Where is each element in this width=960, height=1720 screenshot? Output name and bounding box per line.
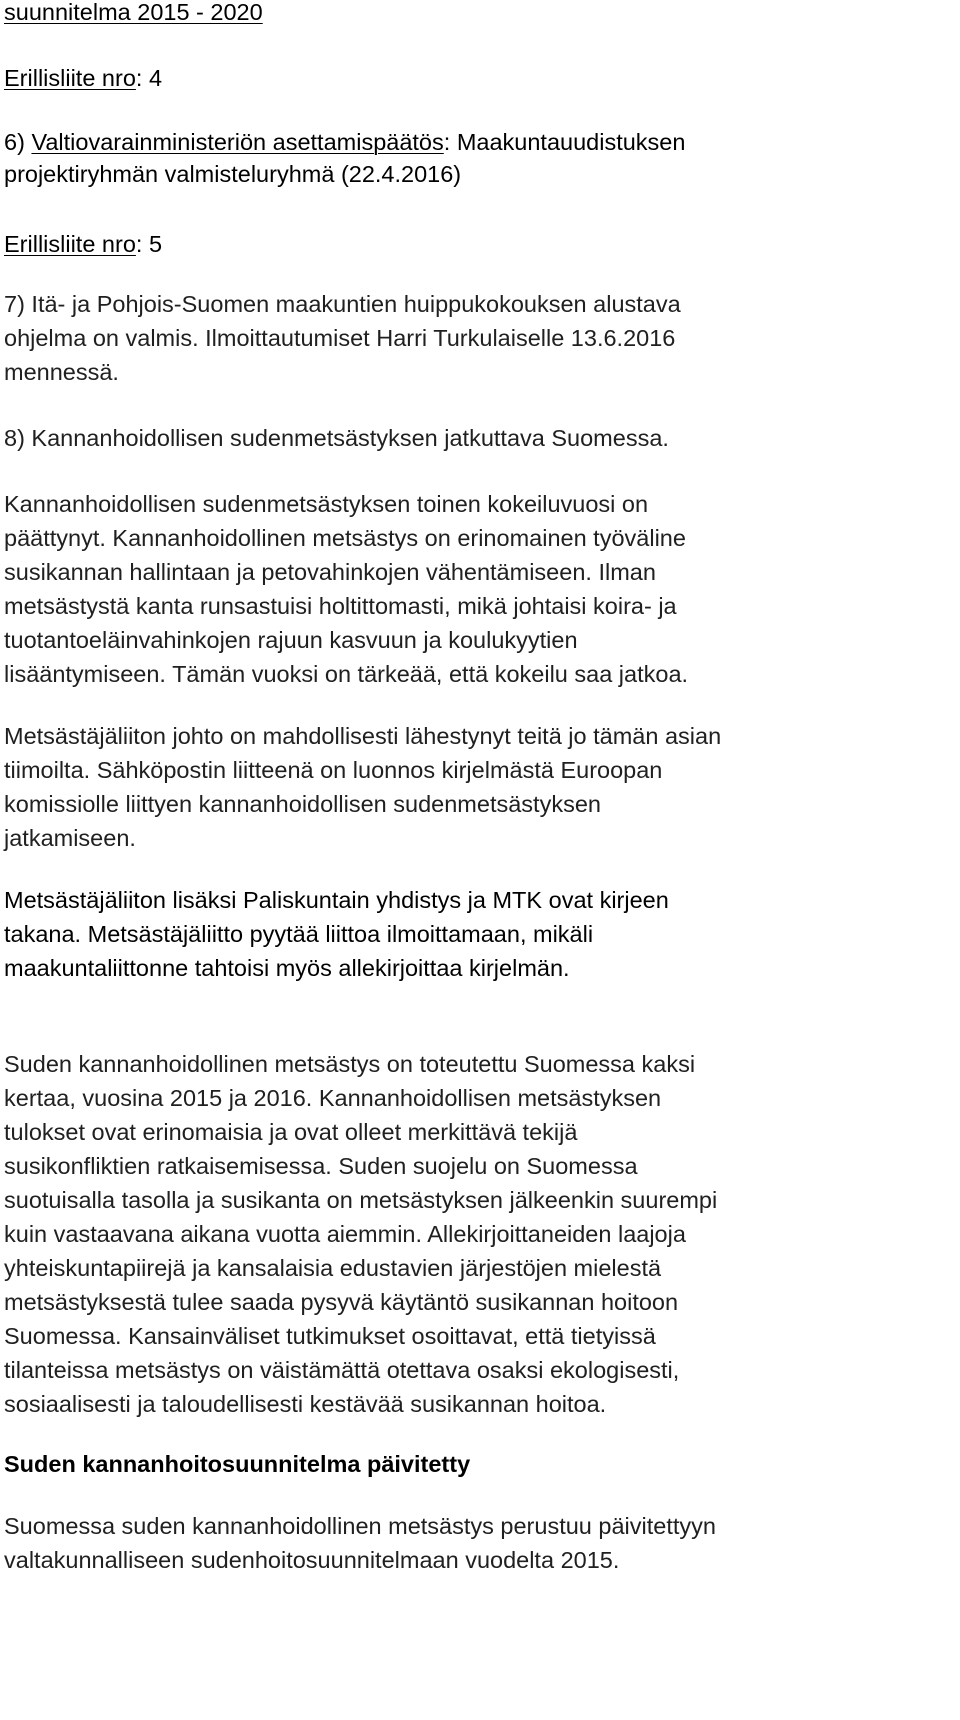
paragraph-line: valtakunnalliseen sudenhoitosuunnitelmaan vuodelta 2015.	[4, 1547, 620, 1573]
item-6-prefix: 6)	[4, 129, 32, 155]
paragraph-line: tiimoilta. Sähköpostin liitteenä on luonnos kirjelmästä Euroopan	[4, 757, 663, 783]
attachment-5-line	[4, 226, 162, 262]
paragraph-line: takana. Metsästäjäliitto pyytää liittoa ilmoittamaan, mikäli	[4, 921, 594, 947]
paragraph-line: komissiolle liittyen kannanhoidollisen sudenmetsästyksen	[4, 791, 601, 817]
paragraph-line: Kannanhoidollisen sudenmetsästyksen toinen kokeiluvuosi on	[4, 491, 649, 517]
paragraph-line: päättynyt. Kannanhoidollinen metsästys on erinomainen työväline	[4, 525, 686, 551]
section-heading: Suden kannanhoitosuunnitelma päivitetty	[4, 1451, 471, 1477]
paragraph-line: metsästystä kanta runsastuisi holtittomasti, mikä johtaisi koira- ja	[4, 593, 677, 619]
attachment-5-link[interactable]: Erillisliite nro	[4, 231, 136, 257]
title-text: suunnitelma 2015 - 2020	[4, 0, 263, 25]
attachment-4-number: : 4	[135, 65, 163, 91]
paragraph-line: maakuntaliittonne tahtoisi myös allekirjoittaa kirjelmän.	[4, 955, 570, 981]
attachment-4-link[interactable]: Erillisliite nro	[4, 65, 136, 91]
paragraph-line: Metsästäjäliiton johto on mahdollisesti lähestynyt teitä jo tämän asian	[4, 723, 722, 749]
paragraph-line: sosiaalisesti ja taloudellisesti kestävää susikannan hoitoa.	[4, 1391, 607, 1417]
paragraph-line: tulokset ovat erinomaisia ja ovat olleet merkittävä tekijä	[4, 1119, 578, 1145]
attachment-4-line	[4, 60, 162, 96]
paragraph-line: Metsästäjäliiton lisäksi Paliskuntain yhdistys ja MTK ovat kirjeen	[4, 887, 669, 913]
paragraph-line: suotuisalla tasolla ja susikanta on metsästyksen jälkeenkin suurempi	[4, 1187, 718, 1213]
paragraph-line: Suomessa suden kannanhoidollinen metsästys perustuu päivitettyyn	[4, 1513, 716, 1539]
paragraph-line: tilanteissa metsästys on väistämättä otettava osaksi ekologisesti,	[4, 1357, 680, 1383]
paragraph-line: Suomessa. Kansainväliset tutkimukset osoittavat, että tietyissä	[4, 1323, 656, 1349]
item-7-line: mennessä.	[4, 359, 119, 385]
item-7-line: ohjelma on valmis. Ilmoittautumiset Harri Turkulaiselle 13.6.2016	[4, 325, 676, 351]
item-7-line: 7) Itä- ja Pohjois-Suomen maakuntien huippukokouksen alustava	[4, 291, 681, 317]
item-6-line-1	[4, 124, 685, 160]
paragraph-line: kertaa, vuosina 2015 ja 2016. Kannanhoidollisen metsästyksen	[4, 1085, 662, 1111]
paragraph-line: jatkamiseen.	[4, 825, 136, 851]
item-8-heading: 8) Kannanhoidollisen sudenmetsästyksen jatkuttava Suomessa.	[4, 425, 669, 451]
item-6-link[interactable]: Valtiovarainministeriön asettamispäätös	[31, 129, 444, 155]
paragraph-line: yhteiskuntapiirejä ja kansalaisia edustavien järjestöjen mielestä	[4, 1255, 662, 1281]
attachment-5-number: : 5	[135, 231, 163, 257]
paragraph-line: tuotantoeläinvahinkojen rajuun kasvuun ja koulukyytien	[4, 627, 578, 653]
paragraph-line: susikonfliktien ratkaisemisessa. Suden suojelu on Suomessa	[4, 1153, 638, 1179]
paragraph-line: susikannan hallintaan ja petovahinkojen vähentämiseen. Ilman	[4, 559, 656, 585]
document-title	[4, 0, 263, 30]
paragraph-line: kuin vastaavana aikana vuotta aiemmin. Allekirjoittaneiden laajoja	[4, 1221, 686, 1247]
item-6-line-2: projektiryhmän valmisteluryhmä (22.4.2016)	[4, 161, 462, 187]
paragraph-line: lisääntymiseen. Tämän vuoksi on tärkeää, että kokeilu saa jatkoa.	[4, 661, 689, 687]
item-6-rest: : Maakuntauudistuksen	[443, 129, 686, 155]
paragraph-line: metsästyksestä tulee saada pysyvä käytäntö susikannan hoitoon	[4, 1289, 679, 1315]
paragraph-line: Suden kannanhoidollinen metsästys on toteutettu Suomessa kaksi	[4, 1051, 696, 1077]
